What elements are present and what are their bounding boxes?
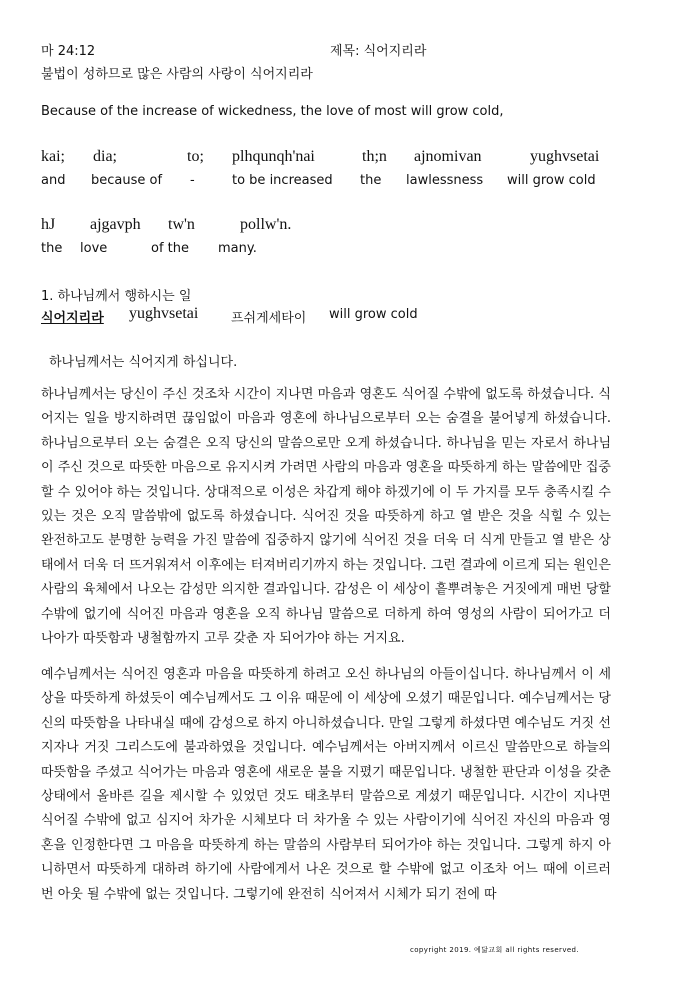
gloss-word: to be increased <box>232 173 333 188</box>
greek-word: tw'n <box>168 216 195 233</box>
greek-word: to; <box>187 148 204 165</box>
greek-word: pollw'n. <box>240 216 292 233</box>
sermon-title: 제목: 식어지리라 <box>330 44 427 59</box>
gloss-word: the <box>360 173 382 188</box>
keyword-english: will grow cold <box>329 307 418 322</box>
gloss-word: - <box>190 173 195 188</box>
gloss-word: because of <box>91 173 163 188</box>
body-paragraph-1: 하나님께서는 당신이 주신 것조차 시간이 지나면 마음과 영혼도 식어질 수밖에 없도록 하셨습니다. 식어지는 일을 방지하려면 끊임없이 마음과 영혼에 하나님으로부터 오는 숨결을 불어넣게 하셨습니다. 하나님으로부터 오는 숨결은 오직 당신의 말씀으로만 오게 하셨습니다. 하나님을 믿는 자로서 하나님이 주신 것으로 따뜻한 마음으로 유지시켜 가려면 사람의 마음과 영혼을 따뜻하게 하는 말씀에만 집중할 수 있어야 하는 것입니다. 상대적으로 이성은 차갑게 해야 하겠기에 이 두 가지를 모두 충족시킬 수 있는 것은 오직 말씀밖에 없도록 하셨습니다. 식어진 것을 따뜻하게 하고 열 받은 것을 식힐 수 있는 완전하고도 분명한 능력을 가진 말씀에 집중하지 않기에 식어진 것을 더욱 더 식게 만들고 열 받은 상태에서 더욱 더 뜨거워져서 이후에는 터져버리기까지 하는 것입니다. 그런 결과에 이르게 되는 원인은 사람의 육체에서 나오는 감성만 의지한 결과입니다. 감성은 이 세상이 흩뿌려놓은 거짓에게 매번 당할 수밖에 없기에 식어진 마음과 영혼을 오직 하나님 말씀으로 더하게 하여 영성의 사람이 되어가고 더 나아가 따뜻함과 냉철함까지 고루 갖춘 자 되어가야 하는 거지요. <box>41 387 611 647</box>
gloss-word: love <box>80 241 108 256</box>
gloss-word: of the <box>151 241 189 256</box>
section-heading: 1. 하나님께서 행하시는 일 <box>41 289 192 304</box>
body-paragraph-2: 예수님께서는 식어진 영혼과 마음을 따뜻하게 하려고 오신 하나님의 아들이십니다. 하나님께서 이 세상을 따뜻하게 하셨듯이 예수님께서도 그 이유 때문에 이 세상에 오셨기 때문입니다. 예수님께서는 당신의 따뜻함을 나타내실 때에 감성으로 하지 아니하셨습니다. 만일 그렇게 하셨다면 예수님도 거짓 선지자나 거짓 그리스도에 불과하였을 것입니다. 예수님께서는 아버지께서 이르신 말씀만으로 하늘의 따뜻함을 주셨고 식어가는 마음과 영혼에 새로운 불을 지폈기 때문입니다. 냉철한 판단과 이성을 갖춘 상태에서 올바른 길을 제시할 수 있었던 것도 태초부터 말씀으로 계셨기 때문입니다. 시간이 지나면 식어질 수밖에 없고 심지어 차가운 시체보다 더 차가울 수 있는 사람이기에 식어진 자신의 마음과 영혼을 인정한다면 그 마음을 따뜻하게 하는 말씀의 사람부터 되어가야 하는 것입니다. 그렇게 하지 아니하면서 따뜻하게 대하려 하기에 사람에게서 나온 것으로 할 수밖에 없고 이조차 어느 때에 이르러 번 아웃 될 수밖에 없는 것입니다. 그렇기에 완전히 식어져서 시체가 되기 전에 따 <box>41 667 611 902</box>
gloss-word: and <box>41 173 66 188</box>
greek-word: ajnomivan <box>414 148 482 165</box>
keyword-greek: yughvsetai <box>129 305 199 322</box>
gloss-word: the <box>41 241 63 256</box>
greek-word: yughvsetai <box>530 148 600 165</box>
scripture-reference: 마 24:12 <box>41 44 96 59</box>
greek-word: dia; <box>93 148 117 165</box>
gloss-word: will grow cold <box>507 173 596 188</box>
greek-word: plhqunqh'nai <box>232 148 315 165</box>
keyword-korean: 식어지리라 <box>41 311 104 326</box>
english-verse: Because of the increase of wickedness, the love of most will grow cold, <box>41 104 504 119</box>
lead-sentence: 하나님께서는 식어지게 하십니다. <box>49 355 238 370</box>
gloss-word: lawlessness <box>406 173 484 188</box>
greek-word: ajgavph <box>90 216 141 233</box>
greek-word: hJ <box>41 216 56 233</box>
greek-word: kai; <box>41 148 65 165</box>
greek-word: th;n <box>362 148 387 165</box>
copyright-footer: copyright 2019. 예닮교회 all rights reserved. <box>410 946 580 954</box>
korean-verse: 불법이 성하므로 많은 사람의 사랑이 식어지리라 <box>41 67 313 82</box>
gloss-word: many. <box>218 241 257 256</box>
keyword-pronunciation: 프쉬게세타이 <box>231 311 307 326</box>
